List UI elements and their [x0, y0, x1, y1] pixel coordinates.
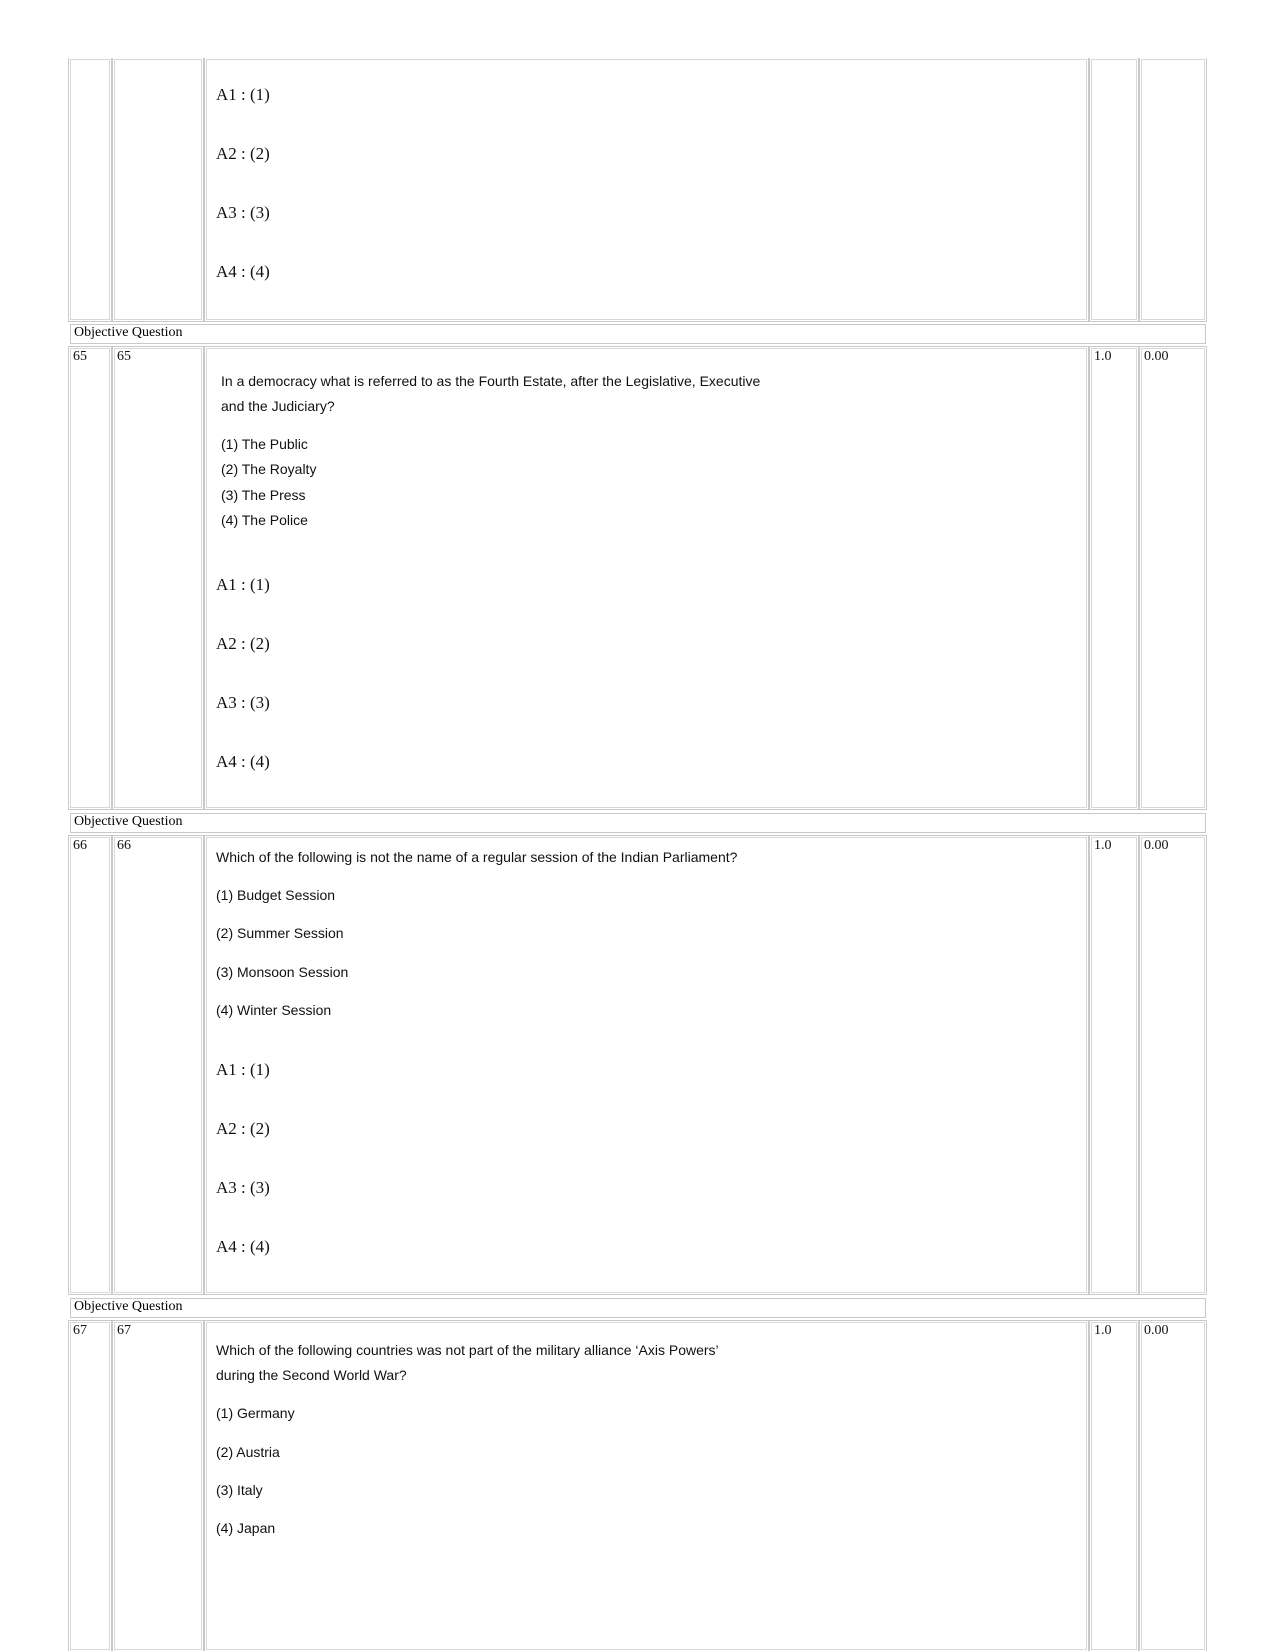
marks-value: 1.0 [1094, 349, 1112, 364]
option-2: (2) Summer Session [216, 925, 344, 941]
section-header-bar [70, 813, 1206, 833]
answer-1: A1 : (1) [216, 1060, 270, 1079]
answer-1: A1 : (1) [216, 85, 270, 104]
answer-2: A2 : (2) [216, 634, 270, 653]
answer-3: A3 : (3) [216, 203, 270, 222]
answer-1: A1 : (1) [216, 575, 270, 594]
option-1: (1) The Public [221, 436, 308, 452]
qid-cell [112, 58, 204, 322]
question-id: 65 [117, 349, 131, 364]
negative-marks-value: 0.00 [1144, 349, 1169, 364]
option-2: (2) The Royalty [221, 461, 317, 477]
sno-cell [68, 835, 112, 1295]
qid-cell [112, 1320, 204, 1651]
marks-cell [1089, 1320, 1139, 1651]
marks-value: 1.0 [1094, 838, 1112, 853]
option-3: (3) The Press [221, 487, 306, 503]
question-text-line: In a democracy what is referred to as the Fourth Estate, after the Legislative, Executive [221, 373, 761, 389]
sno-cell [68, 58, 112, 322]
negative-cell [1139, 58, 1207, 322]
question-id: 66 [117, 838, 131, 853]
marks-cell [1089, 835, 1139, 1295]
marks-cell [1089, 58, 1139, 322]
marks-cell [1089, 346, 1139, 810]
negative-marks-value: 0.00 [1144, 1323, 1169, 1338]
question-cell [204, 835, 1089, 1295]
answer-3: A3 : (3) [216, 1178, 270, 1197]
question-cell [204, 58, 1089, 322]
sno-cell [68, 1320, 112, 1651]
question-text-line: Which of the following is not the name of a regular session of the Indian Parliament? [216, 849, 738, 865]
section-header-label: Objective Question [74, 325, 183, 340]
answer-2: A2 : (2) [216, 1119, 270, 1138]
answer-4: A4 : (4) [216, 752, 270, 771]
question-text-line: Which of the following countries was not part of the military alliance ‘Axis Powers’ [216, 1342, 719, 1358]
question-id: 67 [117, 1323, 131, 1338]
sno-cell [68, 346, 112, 810]
question-text-line: during the Second World War? [216, 1367, 407, 1383]
negative-marks-value: 0.00 [1144, 838, 1169, 853]
negative-cell [1139, 835, 1207, 1295]
section-header-bar [70, 324, 1206, 344]
option-3: (3) Monsoon Session [216, 964, 349, 980]
answer-4: A4 : (4) [216, 262, 270, 281]
option-4: (4) Winter Session [216, 1002, 332, 1018]
marks-value: 1.0 [1094, 1323, 1112, 1338]
option-1: (1) Germany [216, 1405, 295, 1421]
negative-cell [1139, 1320, 1207, 1651]
option-4: (4) The Police [221, 512, 308, 528]
answer-4: A4 : (4) [216, 1237, 270, 1256]
answer-2: A2 : (2) [216, 144, 270, 163]
serial-number: 67 [73, 1323, 87, 1338]
answer-3: A3 : (3) [216, 693, 270, 712]
option-3: (3) Italy [216, 1482, 263, 1498]
question-cell [204, 346, 1089, 810]
option-1: (1) Budget Session [216, 887, 336, 903]
option-4: (4) Japan [216, 1520, 276, 1536]
section-header-label: Objective Question [74, 814, 183, 829]
negative-cell [1139, 346, 1207, 810]
section-header-bar [70, 1298, 1206, 1318]
section-header-label: Objective Question [74, 1299, 183, 1314]
serial-number: 66 [73, 838, 87, 853]
serial-number: 65 [73, 349, 87, 364]
option-2: (2) Austria [216, 1444, 280, 1460]
qid-cell [112, 346, 204, 810]
question-text-line: and the Judiciary? [221, 398, 335, 414]
qid-cell [112, 835, 204, 1295]
